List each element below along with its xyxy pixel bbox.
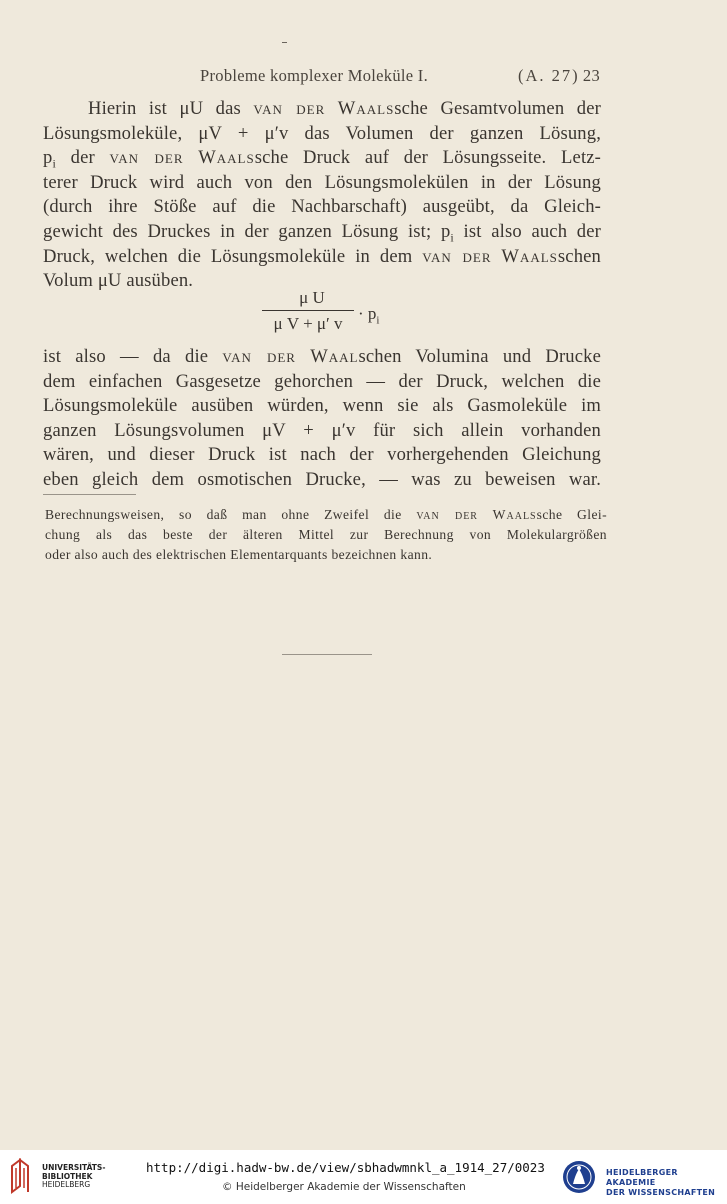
paragraph-1 <box>43 97 601 294</box>
fraction-bar <box>262 310 354 311</box>
text-line: wären, und dieser Druck ist nach der vorhergehenden Gleichung <box>43 444 601 466</box>
library-name: UNIVERSITÄTS- BIBLIOTHEK HEIDELBERG <box>42 1163 106 1189</box>
top-mark <box>282 42 287 43</box>
end-rule <box>282 654 372 655</box>
text-line: Lösungsmoleküle ausüben würden, wenn sie als Gasmoleküle im <box>43 395 601 417</box>
text-line: terer Druck wird auch von den Lösungsmolekülen in der Lösung <box>43 171 601 193</box>
text-line: Lösungsmoleküle, μV + μ′v das Volumen der ganzen Lösung, <box>43 122 601 144</box>
academy-name: HEIDELBERGER AKADEMIE DER WISSENSCHAFTEN <box>606 1168 716 1197</box>
header-title: Probleme komplexer Moleküle I. <box>200 66 429 85</box>
text-line: Volum μU ausüben. <box>43 270 194 292</box>
footnote <box>45 505 607 565</box>
paragraph-2 <box>43 345 601 493</box>
text-line: ist also — da die van der Waalschen Volumina und Drucke <box>43 346 601 367</box>
academy-seal-icon[interactable] <box>562 1158 596 1196</box>
permalink-url[interactable]: http://digi.hadw-bw.de/view/sbhadwmnkl_a_1914_27/0023 <box>146 1160 545 1175</box>
footnote-rule <box>43 494 136 495</box>
copyright-notice: © Heidelberger Akademie der Wissenschaften <box>222 1181 466 1193</box>
text-line: dem einfachen Gasgesetze gehorchen — der Druck, welchen die <box>43 370 601 392</box>
formula-denominator: μ V + μ′ v <box>273 314 343 333</box>
footnote-line: oder also auch des elektrischen Elementarquants bezeichnen kann. <box>45 547 433 562</box>
running-header <box>200 66 600 88</box>
page-number: 23 <box>582 66 600 85</box>
formula-numerator: μ U <box>299 288 325 307</box>
text-line: Druck, welchen die Lösungsmoleküle in dem van der Waalsschen <box>43 245 601 267</box>
footnote-line: Berechnungsweisen, so daß man ohne Zweifel die van der Waalssche Glei- <box>45 507 607 522</box>
text-line: gewicht des Druckes in der ganzen Lösung ist; $p_i$ ist also auch der <box>43 220 601 245</box>
text-line: Hierin ist μU das van der Waalssche Gesamtvolumen der <box>88 98 601 119</box>
text-line: (durch ihre Stöße auf die Nachbarschaft) ausgeübt, da Gleich- <box>43 196 601 218</box>
text-line: eben gleich dem osmotischen Drucke, — was zu beweisen war. <box>43 468 601 490</box>
viewer-footer <box>0 1150 727 1204</box>
header-reference: (A. 27) <box>518 66 580 85</box>
text-line: ganzen Lösungsvolumen μV + μ′v für sich allein vorhanden <box>43 419 601 441</box>
text-line: $p_i$ der van der Waalssche Druck auf der Lösungsseite. Letz- <box>43 147 602 171</box>
library-logo-icon[interactable] <box>8 1158 38 1194</box>
formula-factor: · $p_i$ <box>358 304 380 327</box>
footnote-line: chung als das beste der älteren Mittel zur Berechnung von Molekulargrößen <box>45 527 607 542</box>
fraction-formula <box>262 288 402 338</box>
